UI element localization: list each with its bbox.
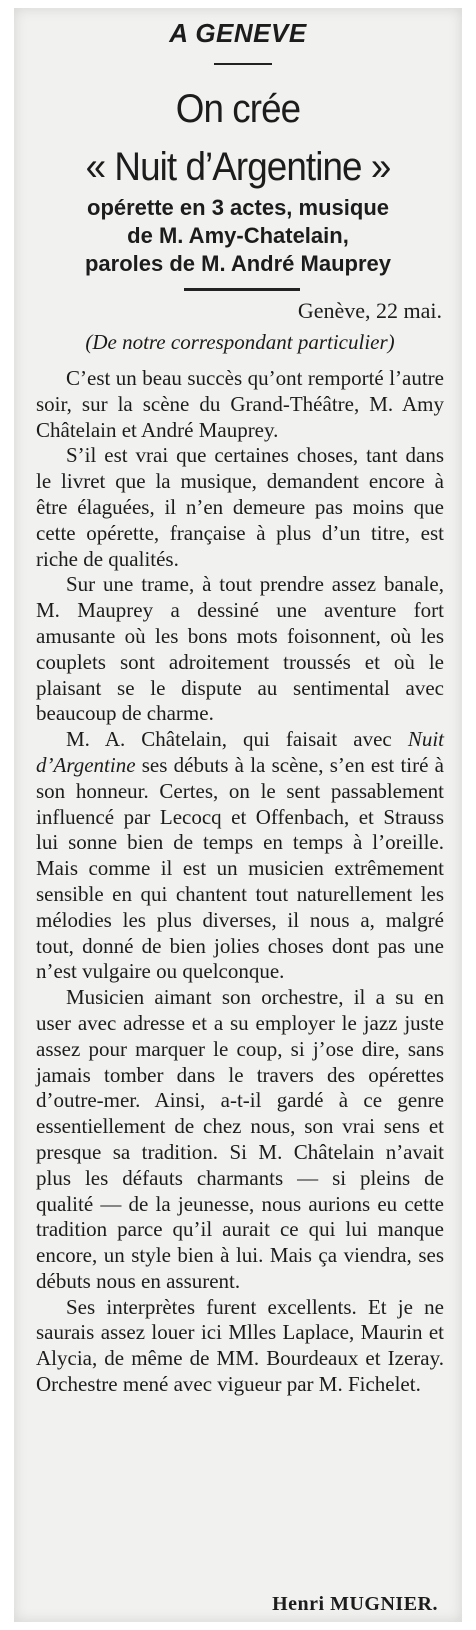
subheadline-line-3: paroles de M. André Mauprey [84, 251, 392, 276]
newspaper-clipping [14, 8, 462, 1622]
correspondent-note: (De notre correspondant particulier) [85, 330, 395, 354]
paragraph [36, 727, 444, 985]
paragraph: Sur une trame, à tout prendre assez banale, M. Mauprey a dessiné une aventure fort amusante où les bons mots foisonnent, où les couplets sont adroitement troussés et où le plaisant se le dispute au sentimental avec beaucoup de charme. [36, 572, 444, 726]
paragraph: Ses interprètes furent excellents. Et je ne saurais assez louer ici Mlles Laplace, Maurin et Alycia, de même de MM. Bourdeaux et Izeray. Orchestre mené avec vigueur par M. Fichelet. [36, 1294, 444, 1397]
paragraph-text: ses débuts à la scène, s’en est tiré à son honneur. Certes, on le sent passablement influencé par Lecocq et Offenbach, et Strauss lui sonne bien de temps en temps à l’oreille. Mais comme il est un musicien extrêmement sensible en qui chantent tout naturellement les mélodies les plus diverses, il nous a, malgré tout, donné de bien jolies choses dont pas une n’est vulgaire ou quelconque. [36, 752, 444, 984]
paragraph: Musicien aimant son orchestre, il a su en user avec adresse et a su employer le jazz juste assez pour marquer le coup, si j’ose dire, sans jamais tomber dans le travers des opérettes d’outre-mer. Ainsi, a-t-il gardé à ce genre essentiellement de chez nous, son vrai sens et presque sa tradition. Si M. Châtelain n’avait plus les défauts charmants — si pleins de qualité — de la jeunesse, nous aurions eu cette tradition parce qu’il aurait ce qui lui manque encore, un style bien à lui. Mais ça viendra, ses débuts nous en assurent. [36, 985, 444, 1293]
paragraph: C’est un beau succès qu’ont remporté l’autre soir, sur la scène du Grand-Théâtre, M. Amy Châtelain et André Mauprey. [36, 366, 444, 442]
subheadline-line-1: opérette en 3 actes, musique [87, 195, 389, 220]
work-title: Nuit d’Argentine [36, 727, 444, 777]
divider-rule [214, 63, 272, 65]
paragraph-text: M. A. Châtelain, qui faisait avec [66, 727, 408, 752]
article-body [36, 366, 444, 1398]
paragraph: S’il est vrai que certaines choses, tant dans le livret que la musique, demandent encore à être élaguées, il n’en demeure pas moins que cette opérette, française à plus d’un titre, est riche de qualités. [36, 443, 444, 571]
author-signature: Henri MUGNIER. [272, 1593, 438, 1615]
headline-line-1: On crée [175, 87, 301, 131]
subheadline [14, 194, 462, 278]
section-kicker: A GENEVE [169, 18, 307, 48]
dateline: Genève, 22 mai. [297, 298, 442, 323]
subheadline-line-2: de M. Amy-Chatelain, [127, 223, 349, 248]
divider-rule [184, 288, 300, 291]
headline-line-2: « Nuit d’Argentine » [85, 145, 391, 189]
